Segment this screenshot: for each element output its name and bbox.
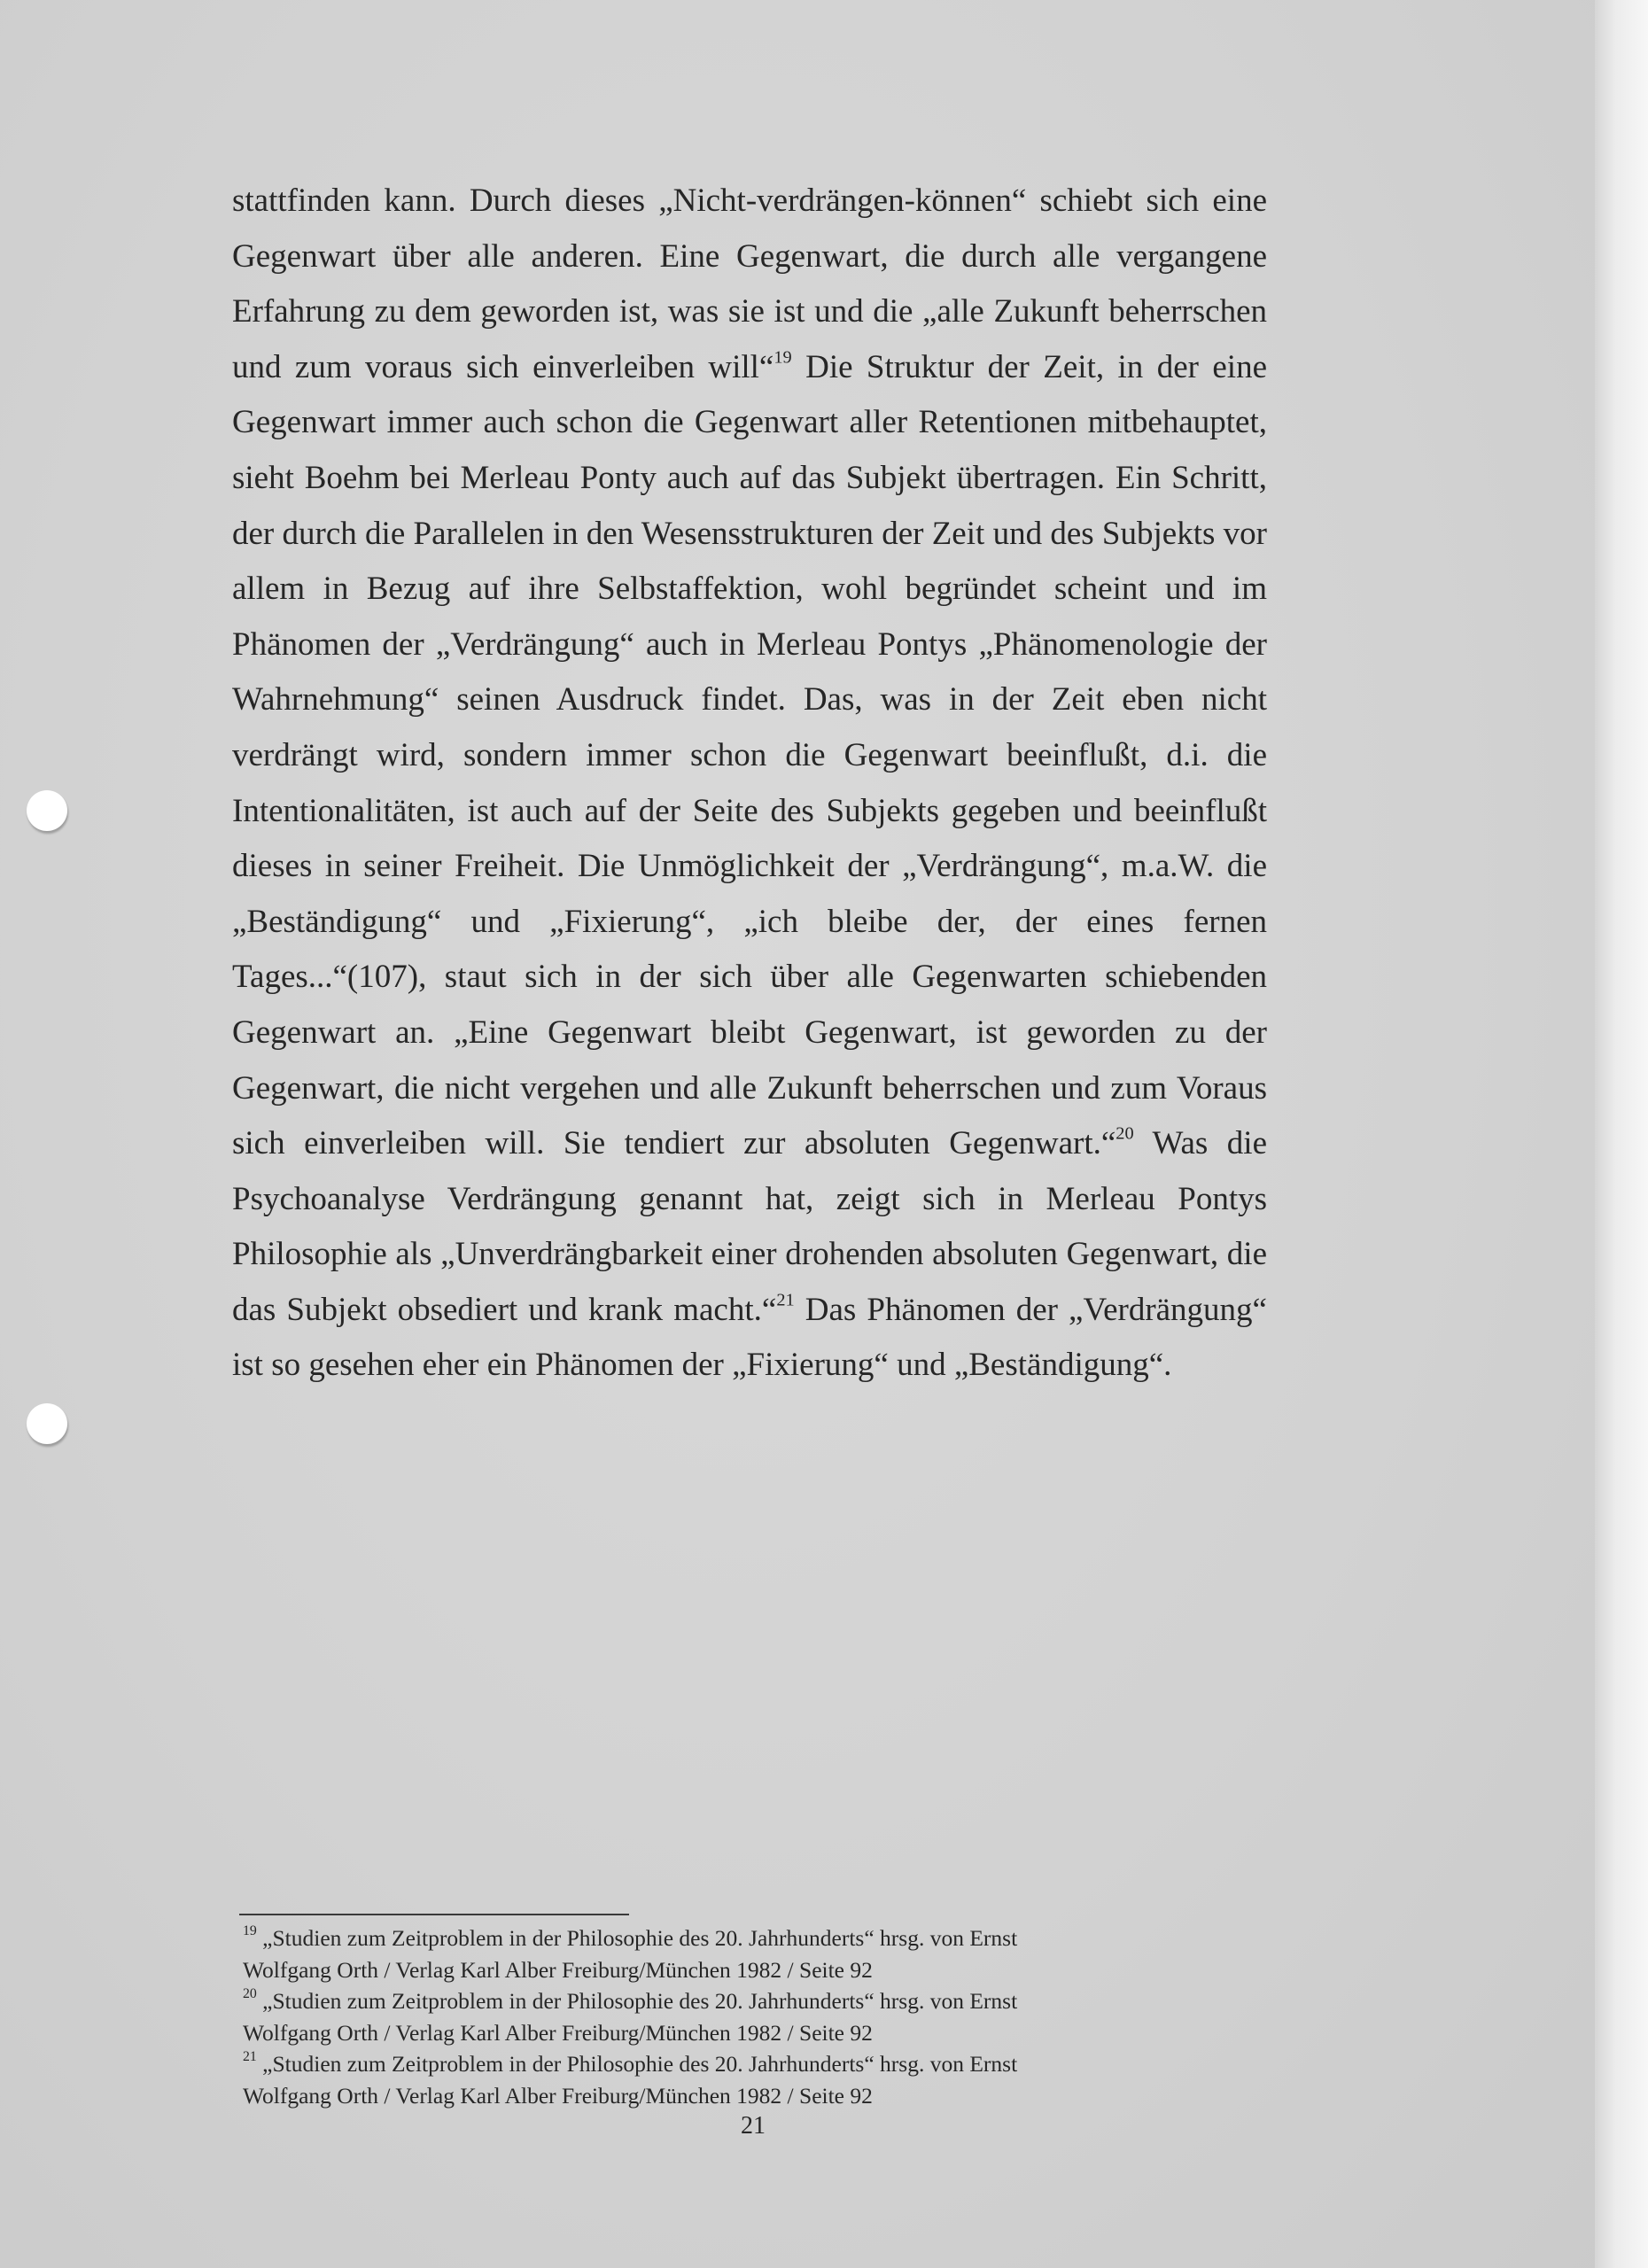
text-line: der durch die Parallelen in den Wesensstrukturen der Zeit und des Subjekts vor bbox=[232, 515, 1267, 552]
text-line: Tages...“(107), staut sich in der sich über alle Gegenwarten schiebenden bbox=[232, 959, 1267, 996]
footnote-reference: 21 bbox=[776, 1290, 795, 1310]
text-segment: Das Phänomen der „Verdrängung“ bbox=[794, 1291, 1267, 1328]
footnote bbox=[243, 1985, 1173, 2048]
text-line: Erfahrung zu dem geworden ist, was sie ist und die „alle Zukunft beherrschen bbox=[232, 293, 1267, 330]
footnote-number: 21 bbox=[243, 2049, 257, 2065]
text-line: ist so gesehen eher ein Phänomen der „Fixierung“ und „Beständigung“. bbox=[232, 1347, 1172, 1384]
text-line bbox=[232, 1283, 1267, 1339]
text-line: Gegenwart an. „Eine Gegenwart bleibt Gegenwart, ist geworden zu der bbox=[232, 1014, 1267, 1051]
text-segment: das Subjekt obsediert und krank macht.“ bbox=[232, 1291, 777, 1328]
text-segment: Was die bbox=[1133, 1125, 1267, 1162]
text-line bbox=[232, 340, 1267, 396]
footnote-text: „Studien zum Zeitproblem in der Philosophie des 20. Jahrhunderts“ hrsg. von Ernst bbox=[256, 1925, 1018, 1951]
page-number: 21 bbox=[741, 2112, 766, 2140]
footnote bbox=[243, 1922, 1173, 1985]
footnote-reference: 20 bbox=[1116, 1123, 1134, 1144]
page-edge bbox=[1595, 0, 1648, 2268]
text-segment: Die Struktur der Zeit, in der eine bbox=[791, 348, 1267, 385]
text-line: „Beständigung“ und „Fixierung“, „ich bleibe der, der eines fernen bbox=[232, 903, 1267, 940]
text-line: Psychoanalyse Verdrängung genannt hat, zeigt sich in Merleau Pontys bbox=[232, 1180, 1267, 1217]
text-line: Intentionalitäten, ist auch auf der Seite des Subjekts gegeben und beeinflußt bbox=[232, 792, 1267, 829]
text-line: sieht Boehm bei Merleau Ponty auch auf das Subjekt übertragen. Ein Schritt, bbox=[232, 459, 1267, 496]
footnotes bbox=[243, 1922, 1173, 2111]
text-line: Gegenwart immer auch schon die Gegenwart aller Retentionen mitbehauptet, bbox=[232, 404, 1267, 441]
footnote-separator bbox=[239, 1914, 629, 1915]
text-segment: und zum voraus sich einverleiben will“ bbox=[232, 348, 774, 385]
text-line: Phänomen der „Verdrängung“ auch in Merleau Pontys „Phänomenologie der bbox=[232, 625, 1267, 663]
footnote-number: 20 bbox=[243, 1986, 257, 2002]
footnote-text: „Studien zum Zeitproblem in der Philosophie des 20. Jahrhunderts“ hrsg. von Ernst bbox=[256, 1988, 1018, 2014]
footnote-line bbox=[243, 1922, 1173, 1954]
footnote-reference: 19 bbox=[773, 347, 792, 368]
footnote-number: 19 bbox=[243, 1923, 257, 1939]
text-line: Wahrnehmung“ seinen Ausdruck findet. Das, was in der Zeit eben nicht bbox=[232, 681, 1267, 718]
text-line: dieses in seiner Freiheit. Die Unmöglichkeit der „Verdrängung“, m.a.W. die bbox=[232, 848, 1267, 885]
body-text bbox=[232, 174, 1267, 1394]
text-line: verdrängt wird, sondern immer schon die Gegenwart beeinflußt, d.i. die bbox=[232, 736, 1267, 773]
footnote-text: „Studien zum Zeitproblem in der Philosophie des 20. Jahrhunderts“ hrsg. von Ernst bbox=[256, 2051, 1018, 2077]
footnote-line: Wolfgang Orth / Verlag Karl Alber Freiburg/München 1982 / Seite 92 bbox=[243, 2019, 873, 2046]
punch-hole bbox=[27, 790, 67, 831]
punch-hole bbox=[27, 1403, 67, 1444]
text-line: allem in Bezug auf ihre Selbstaffektion, wohl begründet scheint und im bbox=[232, 571, 1267, 608]
text-line: Gegenwart, die nicht vergehen und alle Zukunft beherrschen und zum Voraus bbox=[232, 1069, 1267, 1107]
footnote-line: Wolfgang Orth / Verlag Karl Alber Freiburg/München 1982 / Seite 92 bbox=[243, 2082, 873, 2109]
footnote-line bbox=[243, 1985, 1173, 2017]
footnote bbox=[243, 2048, 1173, 2111]
text-line: Philosophie als „Unverdrängbarkeit einer drohenden absoluten Gegenwart, die bbox=[232, 1236, 1267, 1273]
footnote-line bbox=[243, 2048, 1173, 2080]
text-line bbox=[232, 1116, 1267, 1172]
text-line: Gegenwart über alle anderen. Eine Gegenwart, die durch alle vergangene bbox=[232, 237, 1267, 275]
text-segment: sich einverleiben will. Sie tendiert zur absoluten Gegenwart.“ bbox=[232, 1125, 1116, 1162]
text-line: stattfinden kann. Durch dieses „Nicht-verdrängen-können“ schiebt sich eine bbox=[232, 183, 1267, 219]
footnote-line: Wolfgang Orth / Verlag Karl Alber Freiburg/München 1982 / Seite 92 bbox=[243, 1956, 873, 1983]
